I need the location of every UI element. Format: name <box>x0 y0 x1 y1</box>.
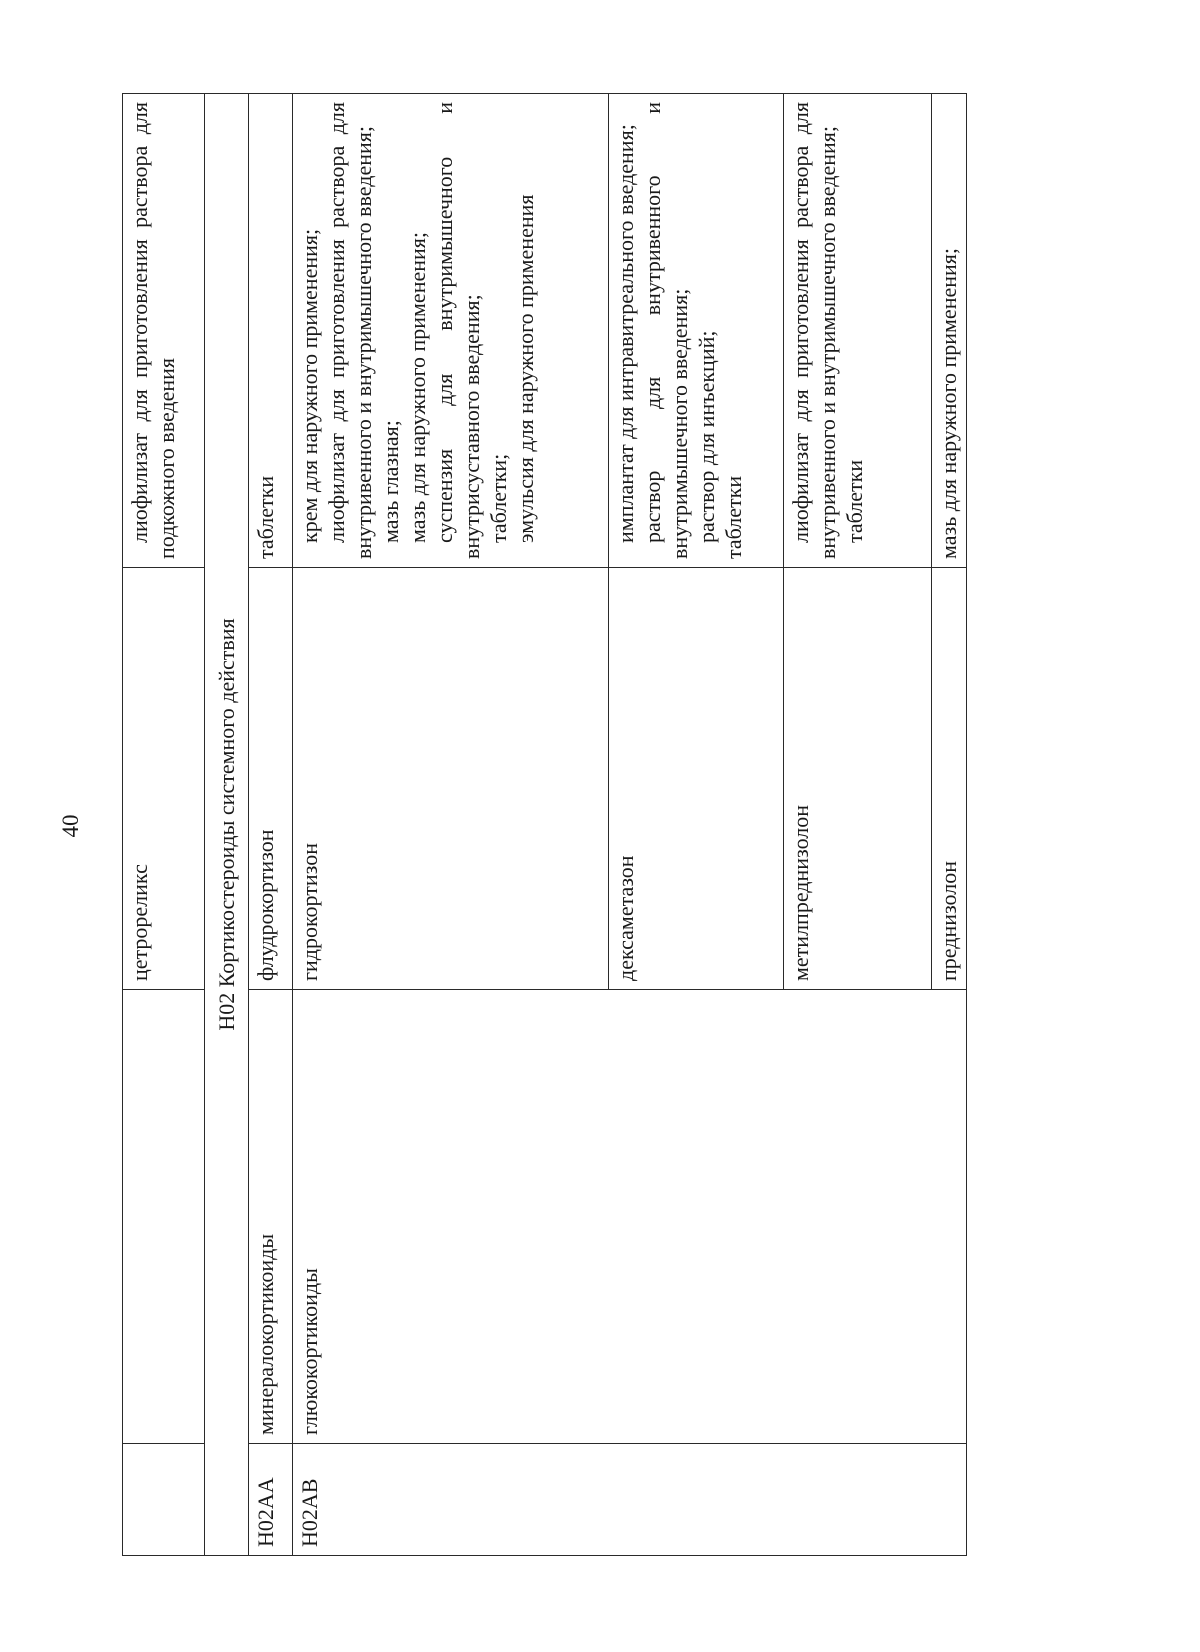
page-number: 40 <box>58 814 83 838</box>
dosage-form: таблетки <box>721 475 746 559</box>
dosage-form: крем для наружного применения; <box>297 228 322 543</box>
dosage-form: суспензия для внутримышечного и внутрисуставного введения; <box>432 102 484 559</box>
drug-name-cell: дексаметазон <box>609 568 784 990</box>
dosage-form: таблетки <box>842 459 867 543</box>
dosage-forms-cell <box>123 94 205 568</box>
section-row <box>205 94 249 1556</box>
drug-name-cell: преднизолон <box>932 568 967 990</box>
dosage-forms-cell <box>932 94 967 568</box>
atc-code-cell: H02AA <box>249 1444 293 1556</box>
dosage-form: лиофилизат для приготовления раствора для подкожного введения <box>127 102 179 559</box>
group-cell <box>123 990 205 1444</box>
drug-name-cell: метилпреднизолон <box>784 568 932 990</box>
table-row <box>249 94 293 1556</box>
table-row <box>123 94 205 1556</box>
drug-table <box>122 93 967 1556</box>
dosage-form: раствор для инъекций; <box>694 330 719 543</box>
atc-code-cell: H02AB <box>293 1444 967 1556</box>
dosage-form: лиофилизат для приготовления раствора для внутривенного и внутримышечного введения; <box>788 102 840 559</box>
section-title: H02 Кортикостероиды системного действия <box>205 94 249 1556</box>
dosage-forms-cell <box>293 94 609 568</box>
dosage-forms-cell <box>249 94 293 568</box>
dosage-form: таблетки; <box>486 453 511 543</box>
dosage-form: имплантат для интравитреального введения; <box>613 124 638 543</box>
dosage-form: мазь глазная; <box>378 420 403 543</box>
dosage-form: лиофилизат для приготовления раствора для внутривенного и внутримышечного введения; <box>324 102 376 559</box>
group-cell: глюкокортикоиды <box>293 990 967 1444</box>
dosage-forms-cell <box>609 94 784 568</box>
dosage-form: таблетки <box>253 475 278 559</box>
dosage-form: мазь для наружного применения; <box>405 231 430 543</box>
table-row <box>293 94 609 1556</box>
drug-name-cell: флудрокортизон <box>249 568 293 990</box>
group-cell: минералокортикоиды <box>249 990 293 1444</box>
drug-name-cell: цетрореликс <box>123 568 205 990</box>
dosage-form: эмульсия для наружного применения <box>513 194 538 543</box>
drug-name-cell: гидрокортизон <box>293 568 609 990</box>
dosage-forms-cell <box>784 94 932 568</box>
atc-code-cell <box>123 1444 205 1556</box>
dosage-form: раствор для внутривенного и внутримышечного введения; <box>640 102 692 559</box>
dosage-form: мазь для наружного применения; <box>936 247 961 559</box>
